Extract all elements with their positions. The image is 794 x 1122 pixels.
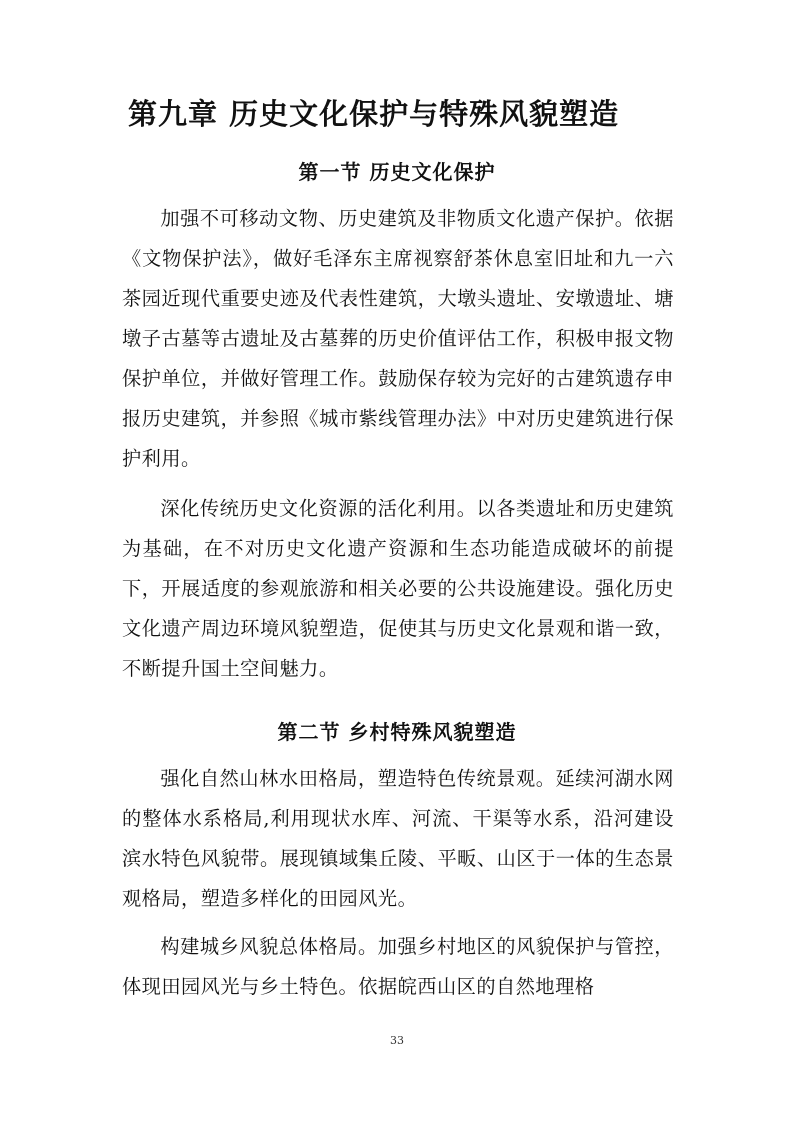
paragraph-overall-landscape-pattern: 构建城乡风貌总体格局。加强乡村地区的风貌保护与管控，体现田园风光与乡土特色。依据皖西山区的自然地理格 (122, 935, 674, 998)
paragraph-cultural-relics-protection: 加强不可移动文物、历史建筑及非物质文化遗产保护。依据《文物保护法》，做好毛泽东主席视察舒茶休息室旧址和九一六茶园近现代重要史迹及代表性建筑，大墩头遗址、安墩遗址、塘墩子古墓等古遗址及古墓葬的历史价值评估工作，积极申报文物保护单位，并做好管理工作。鼓励保存较为完好的古建筑遗存申报历史建筑，并参照《城市紫线管理办法》中对历史建筑进行保护利用。 (122, 207, 674, 470)
paragraph-heritage-utilization: 深化传统历史文化资源的活化利用。以各类遗址和历史建筑为基础，在不对历史文化遗产资源和生态功能造成破坏的前提下，开展适度的参观旅游和相关必要的公共设施建设。强化历史文化遗产周边环境风貌塑造，促使其与历史文化景观和谐一致，不断提升国土空间魅力。 (122, 497, 674, 680)
section-title-historical-protection: 第一节 历史文化保护 (298, 160, 496, 184)
paragraph-natural-landscape: 强化自然山林水田格局，塑造特色传统景观。延续河湖水网的整体水系格局,利用现状水库、河流、干渠等水系，沿河建设滨水特色风貌带。展现镇域集丘陵、平畈、山区于一体的生态景观格局，塑造多样化的田园风光。 (122, 767, 674, 910)
page-number: 33 (390, 1034, 404, 1047)
chapter-title: 第九章 历史文化保护与特殊风貌塑造 (128, 97, 620, 131)
section-title-rural-landscape: 第二节 乡村特殊风貌塑造 (277, 720, 517, 744)
